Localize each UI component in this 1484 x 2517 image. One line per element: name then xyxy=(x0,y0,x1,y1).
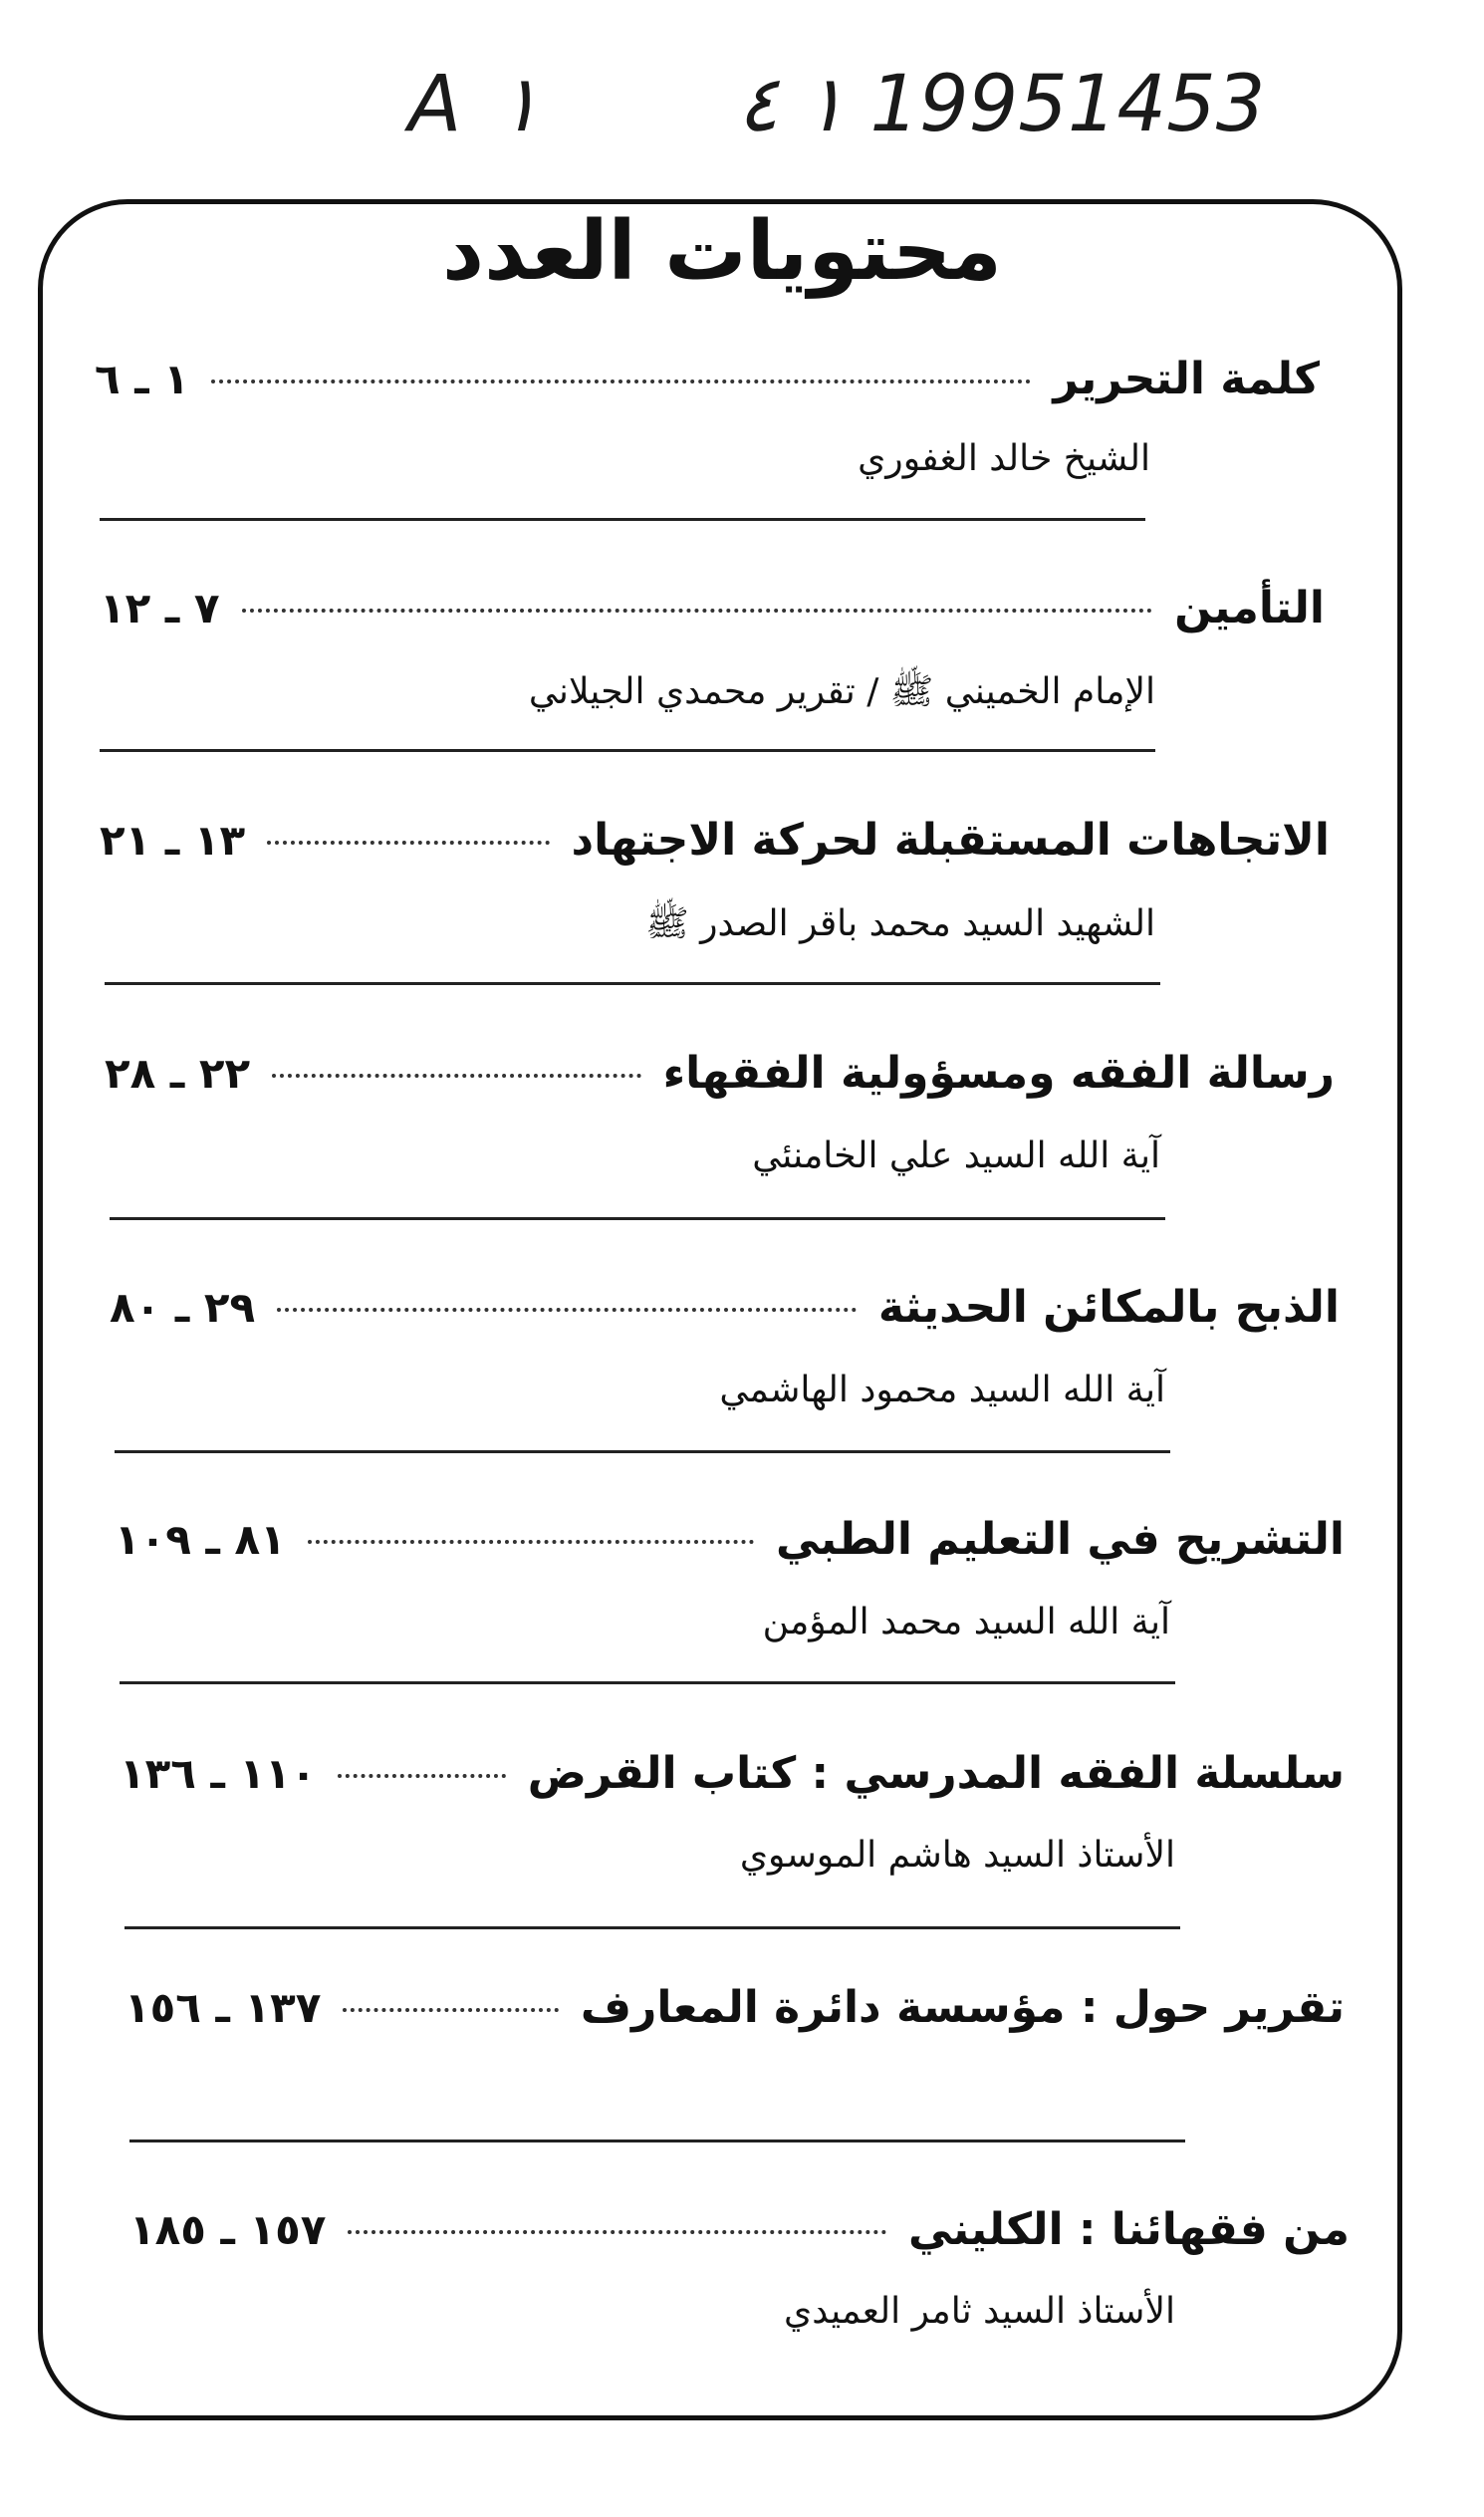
entry-divider xyxy=(110,1217,1165,1220)
entry-divider xyxy=(129,2139,1185,2142)
toc-entry-9[interactable] xyxy=(129,2204,1350,2255)
toc-entry-3[interactable] xyxy=(100,815,1330,866)
entry-author: الشهيد السيد محمد باقر الصدر ﷺ xyxy=(645,903,1155,944)
dot-leader xyxy=(343,2008,558,2012)
entry-pages: ١٥٧ ـ ١٨٥ xyxy=(129,2205,327,2254)
entry-divider xyxy=(100,518,1145,521)
dot-leader xyxy=(308,1540,754,1544)
entry-author: الإمام الخميني ﷺ / تقرير محمدي الجيلاني xyxy=(528,671,1155,712)
entry-pages: ١ ـ ٦ xyxy=(95,355,189,403)
entry-author: الأستاذ السيد هاشم الموسوي xyxy=(739,1835,1175,1876)
entry-divider xyxy=(100,749,1155,752)
toc-entry-2[interactable] xyxy=(100,583,1325,633)
entry-author: الأستاذ السيد ثامر العميدي xyxy=(784,2291,1175,2332)
entry-title: سلسلة الفقه المدرسي : كتاب القرض xyxy=(527,1748,1345,1799)
toc-entry-5[interactable] xyxy=(110,1282,1340,1333)
handwritten-reference-left: A ١ xyxy=(408,60,541,149)
entry-title: الذبح بالمكائن الحديثة xyxy=(877,1282,1340,1333)
entry-title: التأمين xyxy=(1174,583,1325,633)
entry-pages: ٨١ ـ ١٠٩ xyxy=(115,1515,286,1564)
toc-entry-4[interactable] xyxy=(105,1048,1335,1099)
entry-title: كلمة التحرير xyxy=(1053,354,1320,404)
entry-divider xyxy=(105,982,1160,985)
entry-title: تقرير حول : مؤسسة دائرة المعارف xyxy=(580,1982,1345,2033)
dot-leader xyxy=(338,1774,505,1778)
dot-leader xyxy=(211,379,1032,383)
entry-pages: ٢٢ ـ ٢٨ xyxy=(105,1049,251,1098)
entry-pages: ١٣٧ ـ ١٥٦ xyxy=(124,1983,322,2032)
entry-divider xyxy=(120,1681,1175,1684)
entry-divider xyxy=(124,1926,1180,1929)
page-title: محتويات العدد xyxy=(442,204,1002,299)
entry-title: الاتجاهات المستقبلة لحركة الاجتهاد xyxy=(571,815,1330,866)
entry-pages: ١٣ ـ ٢١ xyxy=(100,816,246,865)
toc-entry-8[interactable] xyxy=(124,1982,1345,2033)
toc-entry-7[interactable] xyxy=(120,1748,1345,1799)
entry-author: آية الله السيد علي الخامنئي xyxy=(752,1135,1160,1176)
dot-leader xyxy=(348,2230,886,2234)
entry-title: من فقهائنا : الكليني xyxy=(907,2204,1350,2255)
entry-pages: ٧ ـ ١٢ xyxy=(100,584,220,632)
toc-entry-6[interactable] xyxy=(115,1514,1345,1565)
dot-leader xyxy=(267,841,549,845)
entry-title: رسالة الفقه ومسؤولية الفقهاء xyxy=(662,1048,1335,1099)
dot-leader xyxy=(242,609,1153,613)
handwritten-reference-right: ١ ٤ 19951453 xyxy=(737,60,1266,149)
entry-pages: ١١٠ ـ ١٣٦ xyxy=(120,1749,317,1798)
entry-author: الشيخ خالد الغفوري xyxy=(858,438,1150,479)
entry-pages: ٢٩ ـ ٨٠ xyxy=(110,1283,256,1332)
entry-title: التشريح في التعليم الطبي xyxy=(776,1514,1345,1565)
entry-divider xyxy=(115,1450,1170,1453)
entry-author: آية الله السيد محمود الهاشمي xyxy=(719,1370,1165,1410)
dot-leader xyxy=(277,1308,857,1312)
toc-entry-1[interactable] xyxy=(95,354,1320,404)
dot-leader xyxy=(272,1074,640,1078)
entry-author: آية الله السيد محمد المؤمن xyxy=(762,1602,1170,1642)
